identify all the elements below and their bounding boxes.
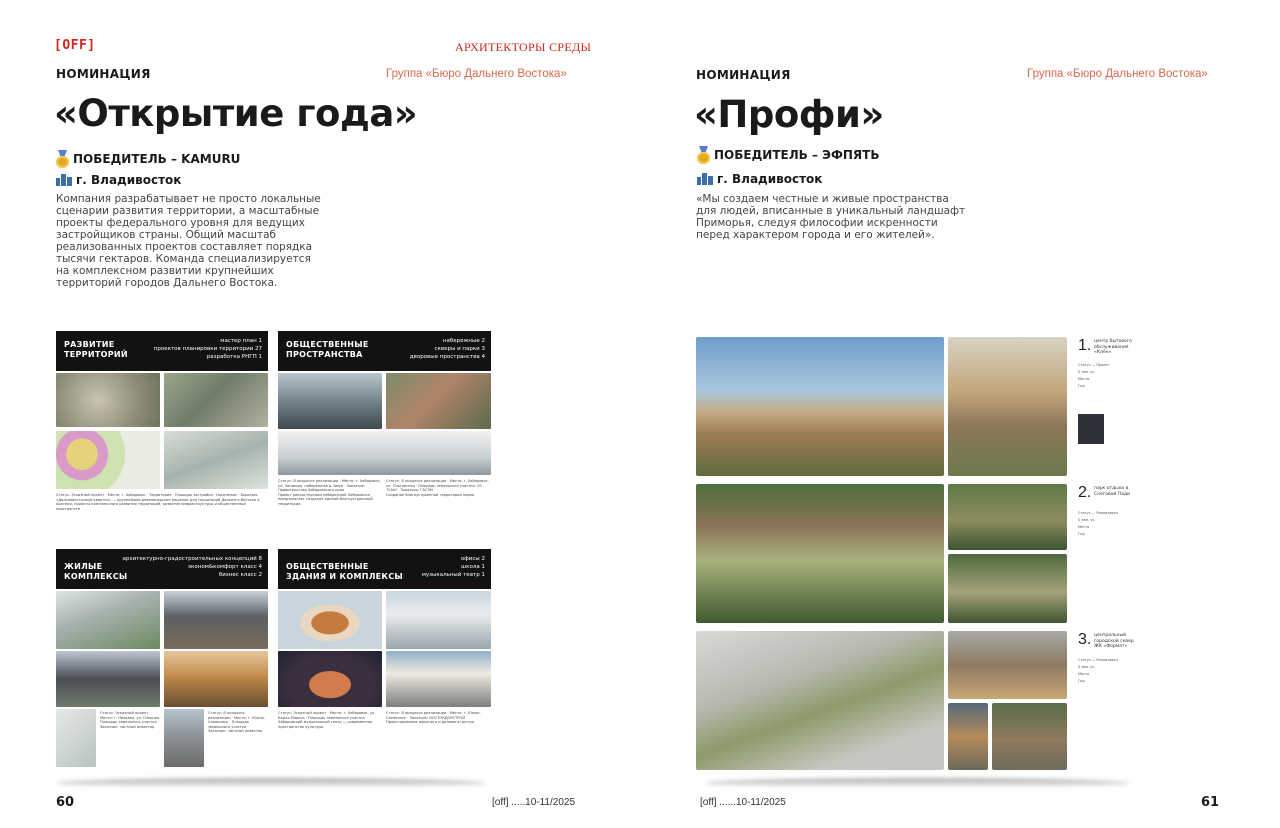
theatre-render-1 [278, 591, 382, 649]
residential-tower [164, 709, 204, 767]
project-caption: центральный городской сквер ЖК «Формат» [1094, 633, 1134, 649]
residential-render-2 [164, 591, 268, 649]
city-name: г. Владивосток [76, 173, 182, 187]
publication-cover [1078, 414, 1104, 444]
block-title: РАЗВИТИЕ ТЕРРИТОРИЙ [64, 340, 128, 359]
city-name: г. Владивосток [717, 172, 823, 186]
block-text: Статус: Эскизный проект · Место: г. Находка, ул. Озерная · Площадь земельного участка · Заказчик: частный инвестор [100, 711, 162, 729]
block-text: Статус: В процессе реализации · Место: г. Южно-Сахалинск · Заказчик: ВОСТОКДОРСТРОЙ Проектирование офисного и делового центра [386, 711, 481, 725]
city-line [697, 172, 822, 186]
group-label: Группа «Бюро Дальнего Востока» [386, 68, 567, 80]
school-render [386, 651, 491, 707]
block-stats: мастер план 1 проектов планировки территории 27 разработка РНГП 1 [153, 338, 262, 360]
nomination-label: НОМИНАЦИЯ [56, 67, 151, 81]
block-header-territories [56, 331, 268, 371]
format-square-aerial [696, 631, 944, 770]
snegovaya-pad-pavilion [696, 484, 944, 623]
city-buildings-icon [56, 174, 72, 186]
format-square-tower [948, 703, 988, 770]
format-square-play-area [992, 703, 1067, 770]
park-aerial-image [386, 373, 491, 429]
block-text: Статус: В процессе реализации · Место: г. Южно-Сахалинск · Площадь земельного участка · Заказчик: частный инвестор [208, 711, 266, 734]
snegovaya-pad-forest [948, 554, 1067, 623]
issue-label: [off] .....10-11/2025 [492, 797, 576, 808]
medal-icon [697, 146, 710, 164]
project-number: 2. [1078, 484, 1092, 501]
office-render-1 [386, 591, 491, 649]
planning-model-image [164, 431, 268, 489]
portfolio-collage [56, 331, 491, 768]
magazine-logo: [OFF] [54, 38, 96, 53]
masterplan-image [56, 373, 160, 427]
residential-render-4 [164, 651, 268, 707]
residential-scheme [56, 709, 96, 767]
winner-name: ПОБЕДИТЕЛЬ – ЭФПЯТЬ [714, 148, 880, 162]
project-number: 3. [1078, 631, 1092, 648]
winner-line [56, 150, 240, 168]
klen-center-render [696, 337, 944, 476]
zoning-diagram-image [56, 431, 160, 489]
project-caption: центр бытового обслуживания «Клён» [1094, 339, 1132, 355]
project-meta: Статус — Реализован S зем. уч. Место Год [1078, 511, 1118, 536]
block-header-public-buildings: ОБЩЕСТВЕННЫЕ ЗДАНИЯ И КОМПЛЕКСЫ офисы 2 школа 1 музыкальный театр 1 [278, 549, 491, 589]
embankment-aerial-image [278, 373, 382, 429]
nomination-title: «Профи» [694, 93, 884, 136]
block-header-public-spaces: ОБЩЕСТВЕННЫЕ ПРОСТРАНСТВА набережные 2 скверы и парки 3 дворовые пространства 4 [278, 331, 491, 371]
territory-aerial-image [164, 373, 268, 427]
gallery-shadow [705, 778, 1130, 788]
bureau-quote: «Мы создаем честные и живые пространства для людей, вписанные в уникальный ландшафт Приморья, следуя философии искренности перед характером города и его жителей». [696, 193, 966, 241]
issue-label: [off] ......10-11/2025 [700, 797, 786, 808]
page-number: 60 [56, 795, 75, 810]
project-caption: парк отдыха в Снеговой Пади [1094, 486, 1130, 497]
section-title: АРХИТЕКТОРЫ СРЕДЫ [455, 40, 592, 54]
block-text: Статус: В процессе реализации · Место: г. Хабаровск, ул. Заговора, набережная р. Амур · Заказчик: Правительство Хабаровского края Проект реконструкции набережной Хабаровска предполагает создание единой благоустроенной территории [278, 479, 381, 506]
nomination-label: НОМИНАЦИЯ [696, 68, 791, 82]
residential-render-1 [56, 591, 160, 649]
company-description: Компания разрабатывает не просто локальные сценарии развития территории, а масштабные проекты федерального уровня для ведущих застройщиков страны. Общий масштаб реализованных проектов составляет порядка тысячи гектаров. Команда специализируется на комплексном развитии крупнейших территорий городов Дальнего Востока. [56, 193, 321, 289]
project-meta: Статус — Проект S зем. уч. Место Год [1078, 363, 1110, 388]
project-meta: Статус — Реализован S зем. уч. Место Год [1078, 658, 1118, 683]
embankment-render-image [278, 431, 491, 475]
block-text: Статус: Эскизный проект · Место: г. Хабаровск · Территория · Площадь застройки · Население · Заказчик «Дальневосточный квартал» — крупнейшее девелоперское решение для территорий Дальнего Востока и Арктики, проекты комплексного развития территорий, развитие инфраструктуры и общественных пространств [56, 493, 260, 511]
nomination-title: «Открытие года» [54, 92, 418, 135]
project-number: 1. [1078, 337, 1092, 354]
page-number: 61 [1201, 795, 1220, 810]
collage-shadow [56, 778, 486, 788]
winner-name: ПОБЕДИТЕЛЬ – KAMURU [73, 152, 241, 166]
group-label: Группа «Бюро Дальнего Востока» [1027, 68, 1208, 80]
theatre-render-2 [278, 651, 382, 707]
format-square-playground [948, 631, 1067, 699]
winner-line [697, 146, 880, 164]
snegovaya-pad-path [948, 484, 1067, 550]
block-text: Статус: В процессе реализации · Место: г. Хабаровск, ул. Ольговская · Площадь земельного участка: 20 700м² · Заказчик: ГАСЗМ Создание благоустроенной территории парка [386, 479, 489, 497]
klen-center-detail [948, 337, 1067, 476]
block-header-residential: ЖИЛЫЕ КОМПЛЕКСЫ архитектурно-градостроительных концепций 8 эконом&комфорт класс 4 бизнес класс 2 [56, 549, 268, 589]
city-buildings-icon [697, 173, 713, 185]
block-text: Статус: Эскизный проект · Место: г. Хабаровск, ул. Карла Маркса · Площадь земельного участка Хабаровский музыкальный театр — современное пространство культуры [278, 711, 376, 729]
medal-icon [56, 150, 69, 168]
city-line [56, 173, 181, 187]
residential-render-3 [56, 651, 160, 707]
